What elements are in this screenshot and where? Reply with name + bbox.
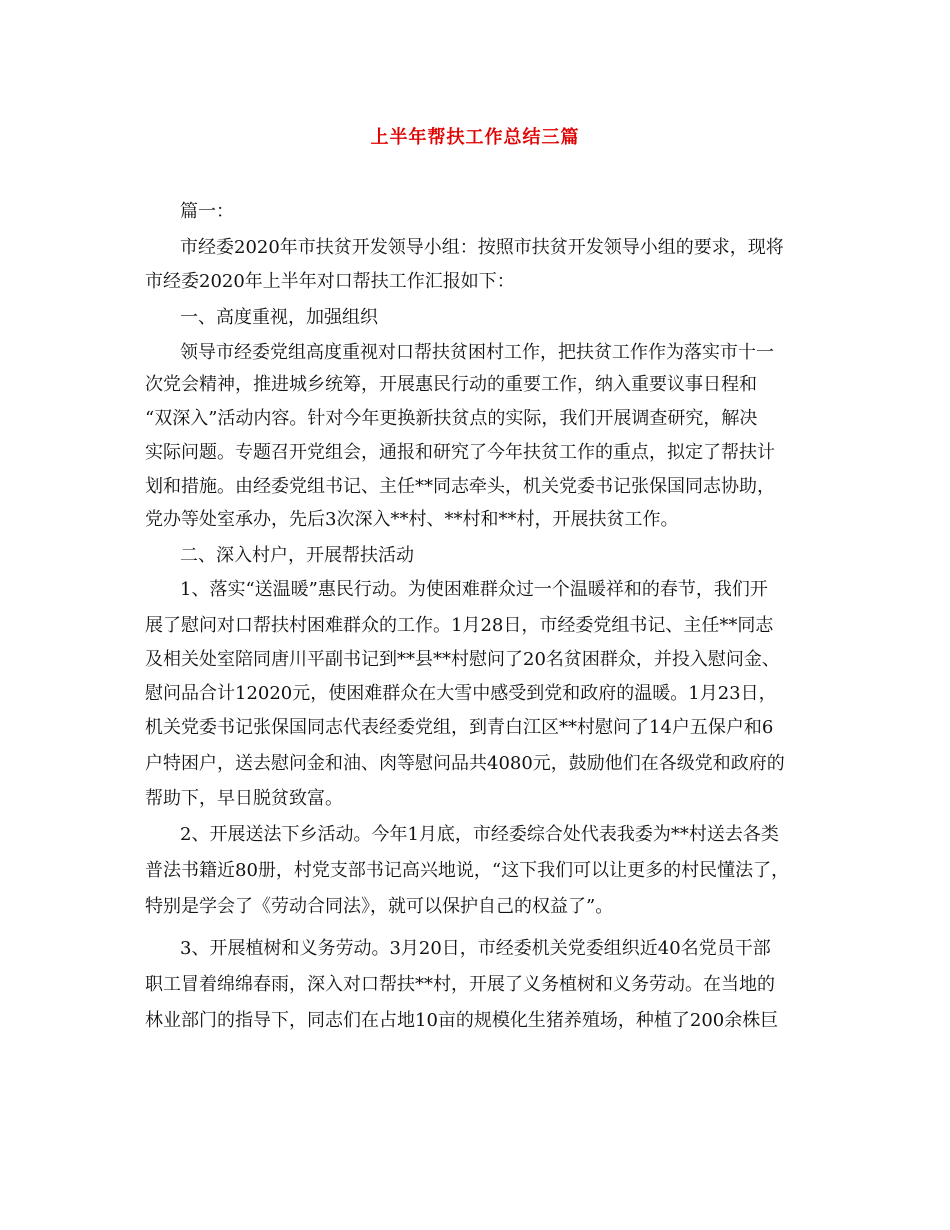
text-line: 3、开展植树和义务劳动。3月20日，市经委机关党委组织近40名党员干部 (180, 938, 771, 959)
text-line: 慰问品合计12020元，使困难群众在大雪中感受到党和政府的温暖。1月23日， (145, 683, 777, 704)
text-line: 划和措施。由经委党组书记、主任**同志牵头，机关党委书记张保国同志协助， (145, 476, 775, 497)
text-line: 职工冒着绵绵春雨，深入对口帮扶**村，开展了义务植树和义务劳动。在当地的 (145, 974, 775, 995)
text-line: 展了慰问对口帮扶村困难群众的工作。1月28日，市经委党组书记、主任**同志 (145, 615, 774, 636)
text-line: 领导市经委党组高度重视对口帮扶贫困村工作，把扶贫工作作为落实市十一 (180, 342, 774, 363)
text-line: 党办等处室承办，先后3次深入**村、**村和**村，开展扶贫工作。 (145, 509, 679, 530)
text-line: 及相关处室陪同唐川平副书记到**县**村慰问了20名贫困群众，并投入慰问金、 (145, 649, 780, 670)
text-line: 户特困户，送去慰问金和油、肉等慰问品共4080元，鼓励他们在各级党和政府的 (145, 753, 785, 774)
text-line: 2、开展送法下乡活动。今年1月底，市经委综合处代表我委为**村送去各类 (180, 824, 779, 845)
text-line: 特别是学会了《劳动合同法》，就可以保护自己的权益了”。 (145, 896, 614, 917)
section-heading: 一、高度重视，加强组织 (180, 307, 378, 328)
text-line: 篇一： (180, 201, 234, 222)
document-title: 上半年帮扶工作总结三篇 (370, 127, 580, 148)
text-line: 市经委2020年上半年对口帮扶工作汇报如下： (145, 271, 515, 292)
text-line: “双深入”活动内容。针对今年更换新扶贫点的实际，我们开展调查研究，解决 (145, 408, 758, 429)
text-line: 帮助下，早日脱贫致富。 (145, 788, 343, 809)
text-line: 市经委2020年市扶贫开发领导小组：按照市扶贫开发领导小组的要求，现将 (180, 237, 784, 258)
text-line: 林业部门的指导下，同志们在占地10亩的规模化生猪养殖场，种植了200余株巨 (145, 1010, 779, 1031)
section-heading: 二、深入村户，开展帮扶活动 (180, 545, 414, 566)
text-line: 实际问题。专题召开党组会，通报和研究了今年扶贫工作的重点，拟定了帮扶计 (145, 442, 775, 463)
text-line: 次党会精神，推进城乡统筹，开展惠民行动的重要工作，纳入重要议事日程和 (145, 374, 757, 395)
text-line: 普法书籍近80册，村党支部书记高兴地说，“这下我们可以让更多的村民懂法了， (145, 860, 790, 881)
text-line: 机关党委书记张保国同志代表经委党组，到青白江区**村慰问了14户五保户和6 (145, 717, 774, 738)
text-line: 1、落实“送温暖”惠民行动。为使困难群众过一个温暖祥和的春节，我们开 (180, 579, 768, 600)
